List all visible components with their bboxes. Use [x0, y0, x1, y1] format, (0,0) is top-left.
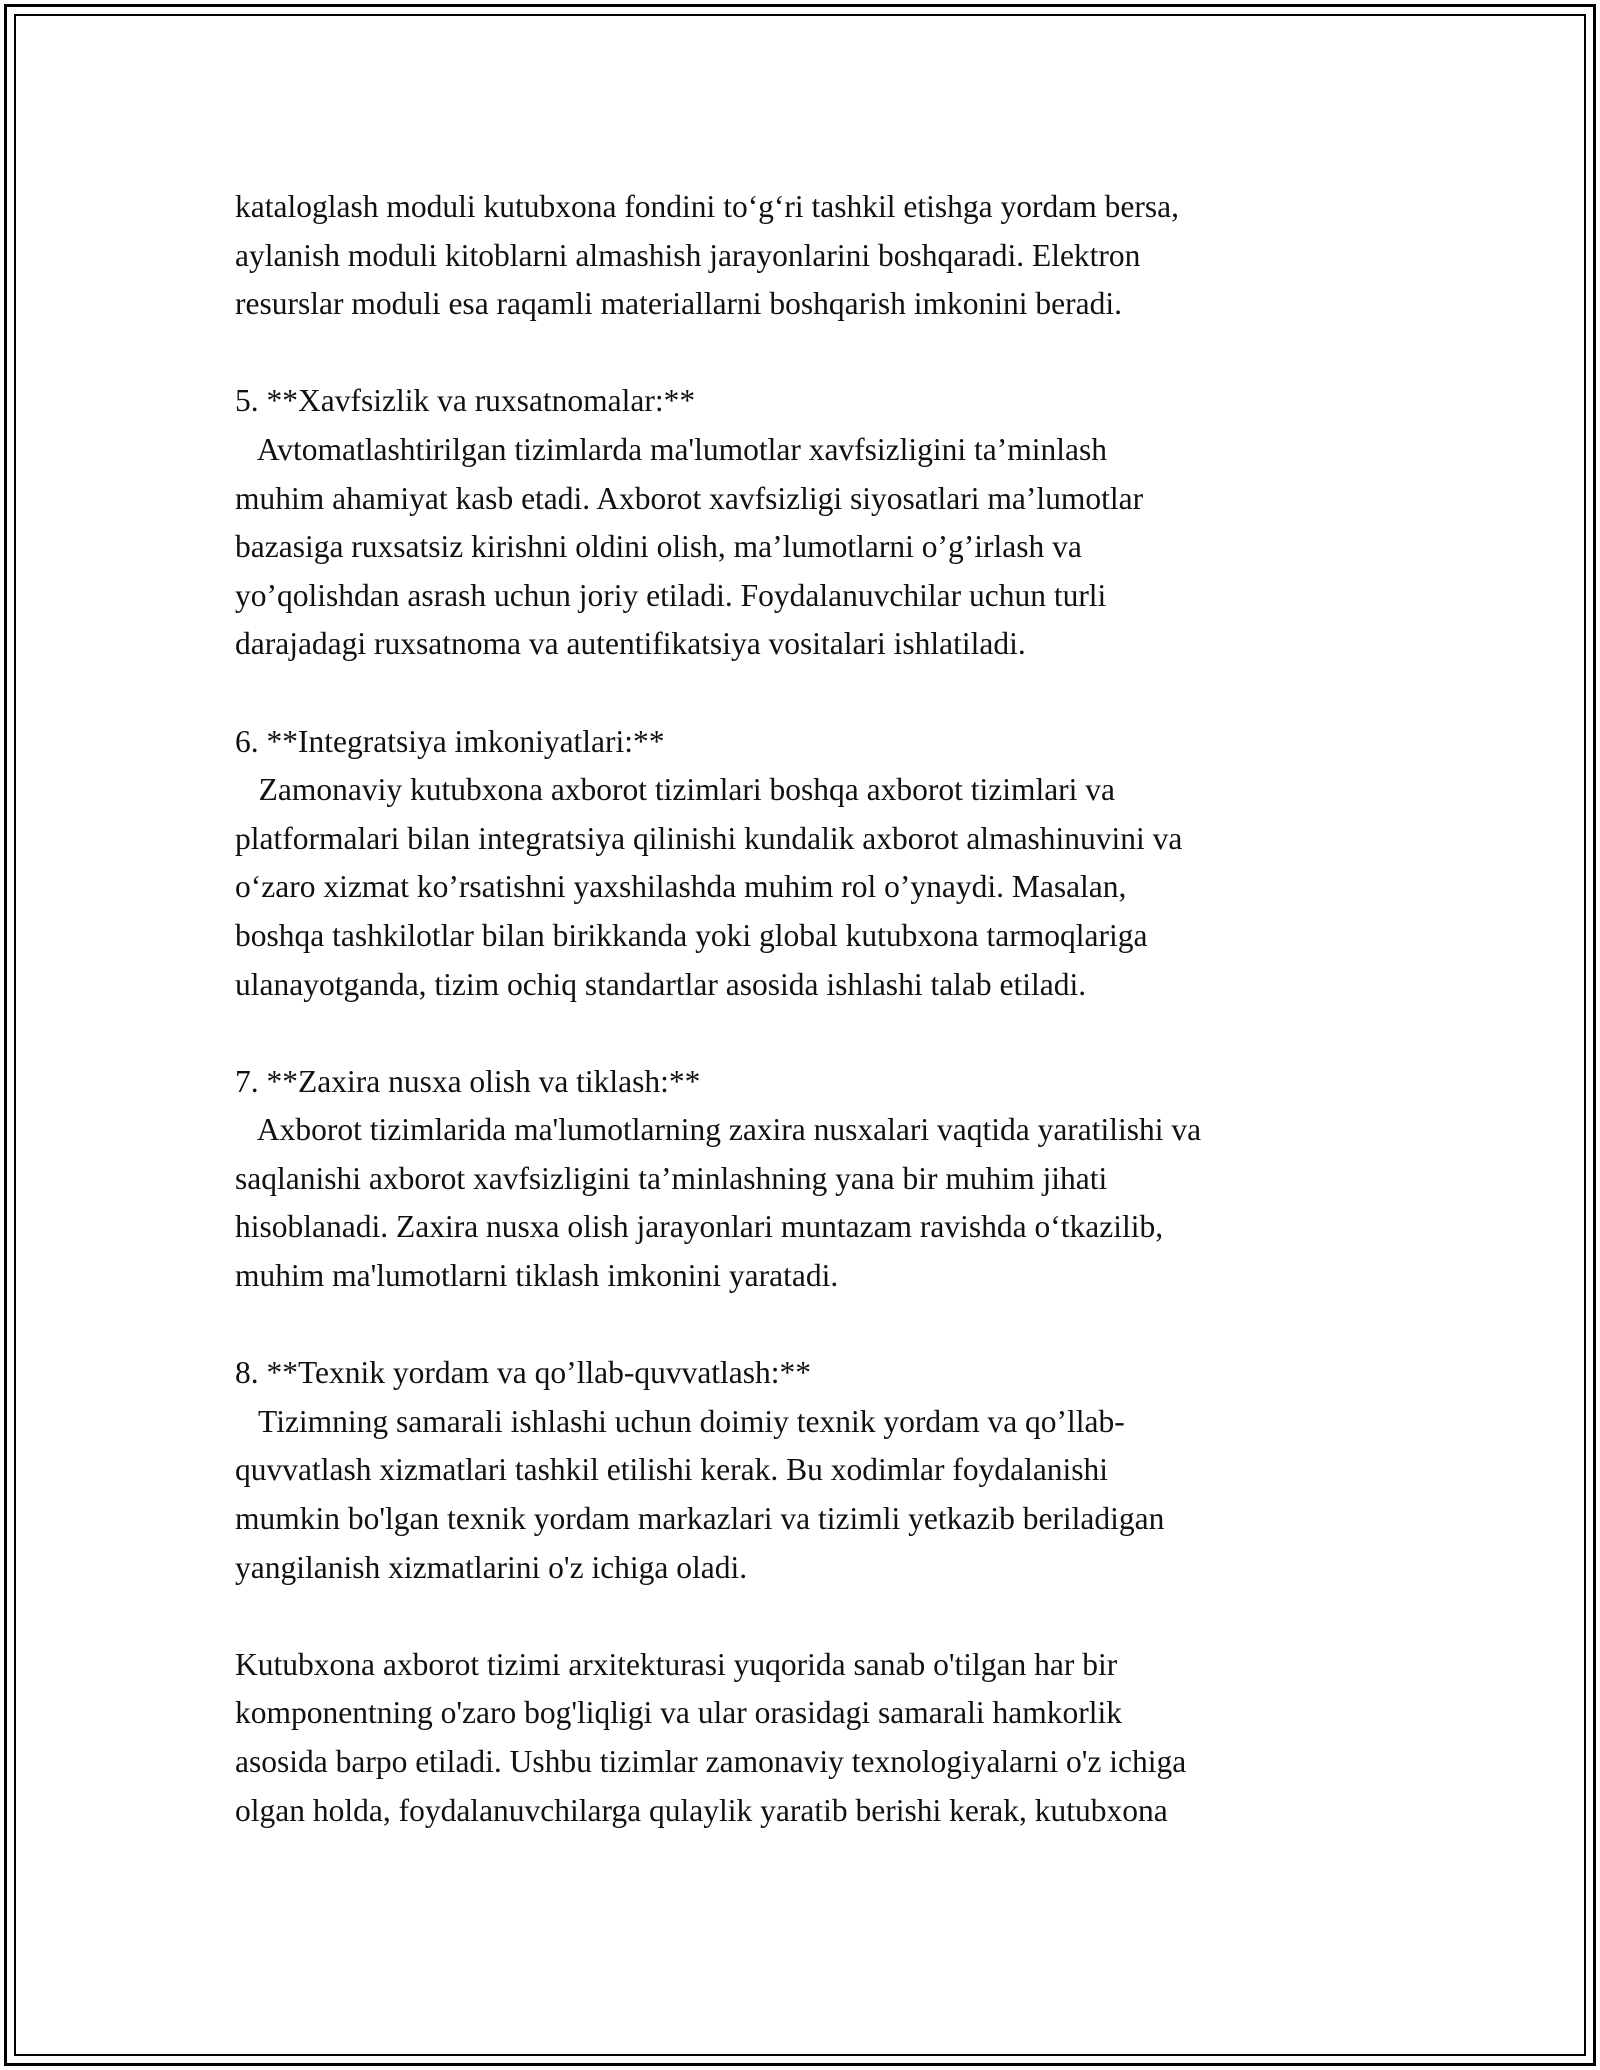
paragraph-intro	[235, 183, 1435, 329]
text-line: Zamonaviy kutubxona axborot tizimlari boshqa axborot tizimlari va	[235, 772, 1116, 808]
text-line: Kutubxona axborot tizimi arxitekturasi yuqorida sanab o'tilgan har bir	[235, 1646, 1118, 1682]
paragraph-gap	[235, 1009, 1435, 1058]
text-line: yo’qolishdan asrash uchun joriy etiladi. Foydalanuvchilar uchun turli	[235, 577, 1107, 613]
document-body	[235, 183, 1435, 1835]
text-line: o‘zaro xizmat ko’rsatishni yaxshilashda muhim rol o’ynaydi. Masalan,	[235, 869, 1127, 905]
text-line: olgan holda, foydalanuvchilarga qulaylik yaratib berishi kerak, kutubxona	[235, 1792, 1168, 1828]
section-6-integration	[235, 718, 1435, 1010]
paragraph-gap	[235, 669, 1435, 718]
text-line: darajadagi ruxsatnoma va autentifikatsiya vositalari ishlatiladi.	[235, 626, 1026, 662]
text-line: bazasiga ruxsatsiz kirishni oldini olish, ma’lumotlarni o’g’irlash va	[235, 529, 1082, 565]
text-line: mumkin bo'lgan texnik yordam markazlari va tizimli yetkazib beriladigan	[235, 1501, 1165, 1537]
text-line: saqlanishi axborot xavfsizligini ta’minlashning yana bir muhim jihati	[235, 1160, 1108, 1196]
section-heading: 7. **Zaxira nusxa olish va tiklash:**	[235, 1063, 701, 1099]
section-7-backup	[235, 1058, 1435, 1301]
text-line: platformalari bilan integratsiya qilinishi kundalik axborot almashinuvini va	[235, 820, 1183, 856]
section-heading: 6. **Integratsiya imkoniyatlari:**	[235, 723, 665, 759]
section-8-support	[235, 1349, 1435, 1592]
text-line: asosida barpo etiladi. Ushbu tizimlar zamonaviy texnologiyalarni o'z ichiga	[235, 1744, 1187, 1779]
text-line: aylanish moduli kitoblarni almashish jarayonlarini boshqaradi. Elektron	[235, 237, 1141, 273]
text-line: kataloglash moduli kutubxona fondini to‘g‘ri tashkil etishga yordam bersa,	[235, 189, 1179, 224]
paragraph-gap	[235, 1301, 1435, 1350]
section-heading: 5. **Xavfsizlik va ruxsatnomalar:**	[235, 383, 696, 419]
text-line: hisoblanadi. Zaxira nusxa olish jarayonlari muntazam ravishda o‘tkazilib,	[235, 1209, 1164, 1245]
text-line: boshqa tashkilotlar bilan birikkanda yoki global kutubxona tarmoqlariga	[235, 917, 1148, 953]
paragraph-gap	[235, 329, 1435, 378]
text-line: muhim ma'lumotlarni tiklash imkonini yaratadi.	[235, 1258, 839, 1294]
text-line: resurslar moduli esa raqamli materiallarni boshqarish imkonini beradi.	[235, 286, 1122, 322]
text-line: Tizimning samarali ishlashi uchun doimiy texnik yordam va qo’llab-	[235, 1403, 1125, 1439]
text-line: muhim ahamiyat kasb etadi. Axborot xavfsizligi siyosatlari ma’lumotlar	[235, 480, 1144, 516]
text-line: Axborot tizimlarida ma'lumotlarning zaxira nusxalari vaqtida yaratilishi va	[235, 1112, 1202, 1148]
paragraph-conclusion	[235, 1641, 1435, 1835]
text-line: ulanayotganda, tizim ochiq standartlar asosida ishlashi talab etiladi.	[235, 966, 1087, 1002]
section-5-security	[235, 377, 1435, 669]
paragraph-gap	[235, 1592, 1435, 1641]
text-line: yangilanish xizmatlarini o'z ichiga oladi.	[235, 1549, 748, 1585]
text-line: Avtomatlashtirilgan tizimlarda ma'lumotlar xavfsizligini ta’minlash	[235, 431, 1108, 467]
text-line: quvvatlash xizmatlari tashkil etilishi kerak. Bu xodimlar foydalanishi	[235, 1452, 1109, 1488]
section-heading: 8. **Texnik yordam va qo’llab-quvvatlash:**	[235, 1355, 812, 1391]
text-line: komponentning o'zaro bog'liqligi va ular orasidagi samarali hamkorlik	[235, 1695, 1123, 1731]
